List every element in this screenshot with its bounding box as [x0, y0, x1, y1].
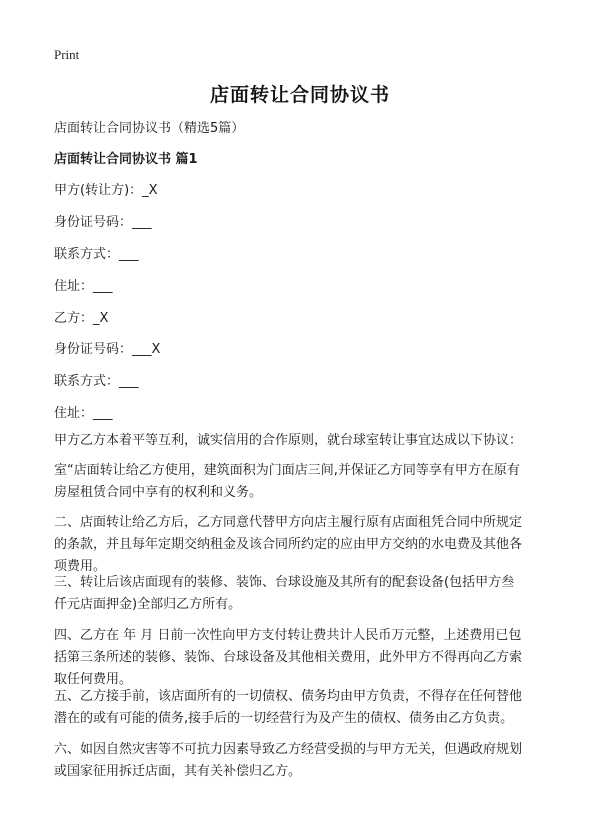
clause-paragraph [54, 625, 554, 691]
clause-line: 室“店面转让给乙方使用，建筑面积为门面店三间,并保证乙方同等享有甲方在原有 [54, 463, 520, 478]
clause-line: 六、如因自然灾害等不可抗力因素导致乙方经营受损的与甲方无关，但遇政府规划 [54, 742, 523, 757]
party-b-id-field: 身份证号码：___X [54, 342, 161, 357]
clause-line: 括第三条所述的装修、装饰、台球设备及其他相关费用，此外甲方不得再向乙方索 [54, 650, 523, 665]
clause-line: 项费用。 [54, 559, 107, 574]
party-b-address-field: 住址：___ [54, 406, 113, 421]
clause-line: 取任何费用。 [54, 672, 133, 687]
clause-line: 三、转让后该店面现有的装修、装饰、台球设施及其所有的配套设备(包括甲方叁 [54, 575, 515, 590]
document-title: 店面转让合同协议书 [209, 84, 390, 106]
party-b-field: 乙方：_X [54, 311, 109, 326]
party-b-contact-field: 联系方式：___ [54, 374, 139, 389]
party-a-address-field: 住址：___ [54, 279, 113, 294]
clause-line: 或国家征用拆迁店面，其有关补偿归乙方。 [54, 764, 302, 779]
clause-line: 五、乙方接手前，该店面所有的一切债权、债务均由甲方负责，不得存在任何替他 [54, 689, 523, 704]
clause-line: 四、乙方在 年 月 日前一次性向甲方支付转让费共计人民币万元整，上述费用已包 [54, 628, 522, 643]
preamble-paragraph: 甲方乙方本着平等互利，诚实信用的合作原则，就台球室转让事宜达成以下协议： [54, 433, 523, 448]
clause-paragraph [54, 686, 554, 730]
clause-line: 仟元店面押金)全部归乙方所有。 [54, 597, 242, 612]
party-a-field: 甲方(转让方)：_X [54, 183, 158, 198]
clause-line: 潜在的或有可能的债务,接手后的一切经营行为及产生的债权、债务由乙方负责。 [54, 711, 514, 726]
party-a-contact-field: 联系方式：___ [54, 247, 139, 262]
clause-line: 房屋租赁合同中享有的权利和义务。 [54, 485, 263, 500]
clause-paragraph [54, 739, 554, 783]
document-subtitle: 店面转让合同协议书（精选5篇） [54, 121, 245, 136]
party-a-id-field: 身份证号码：___ [54, 215, 152, 230]
clause-paragraph [54, 572, 554, 616]
clause-paragraph [54, 460, 554, 504]
clause-line: 的条款，并且每年定期交纳租金及该合同所约定的应由甲方交纳的水电费及其他各 [54, 537, 523, 552]
clause-paragraph [54, 512, 554, 578]
print-link[interactable]: Print [54, 47, 80, 62]
section-heading: 店面转让合同协议书 篇1 [54, 152, 198, 167]
clause-line: 二、店面转让给乙方后，乙方同意代替甲方向店主履行原有店面租凭合同中所规定 [54, 515, 523, 530]
